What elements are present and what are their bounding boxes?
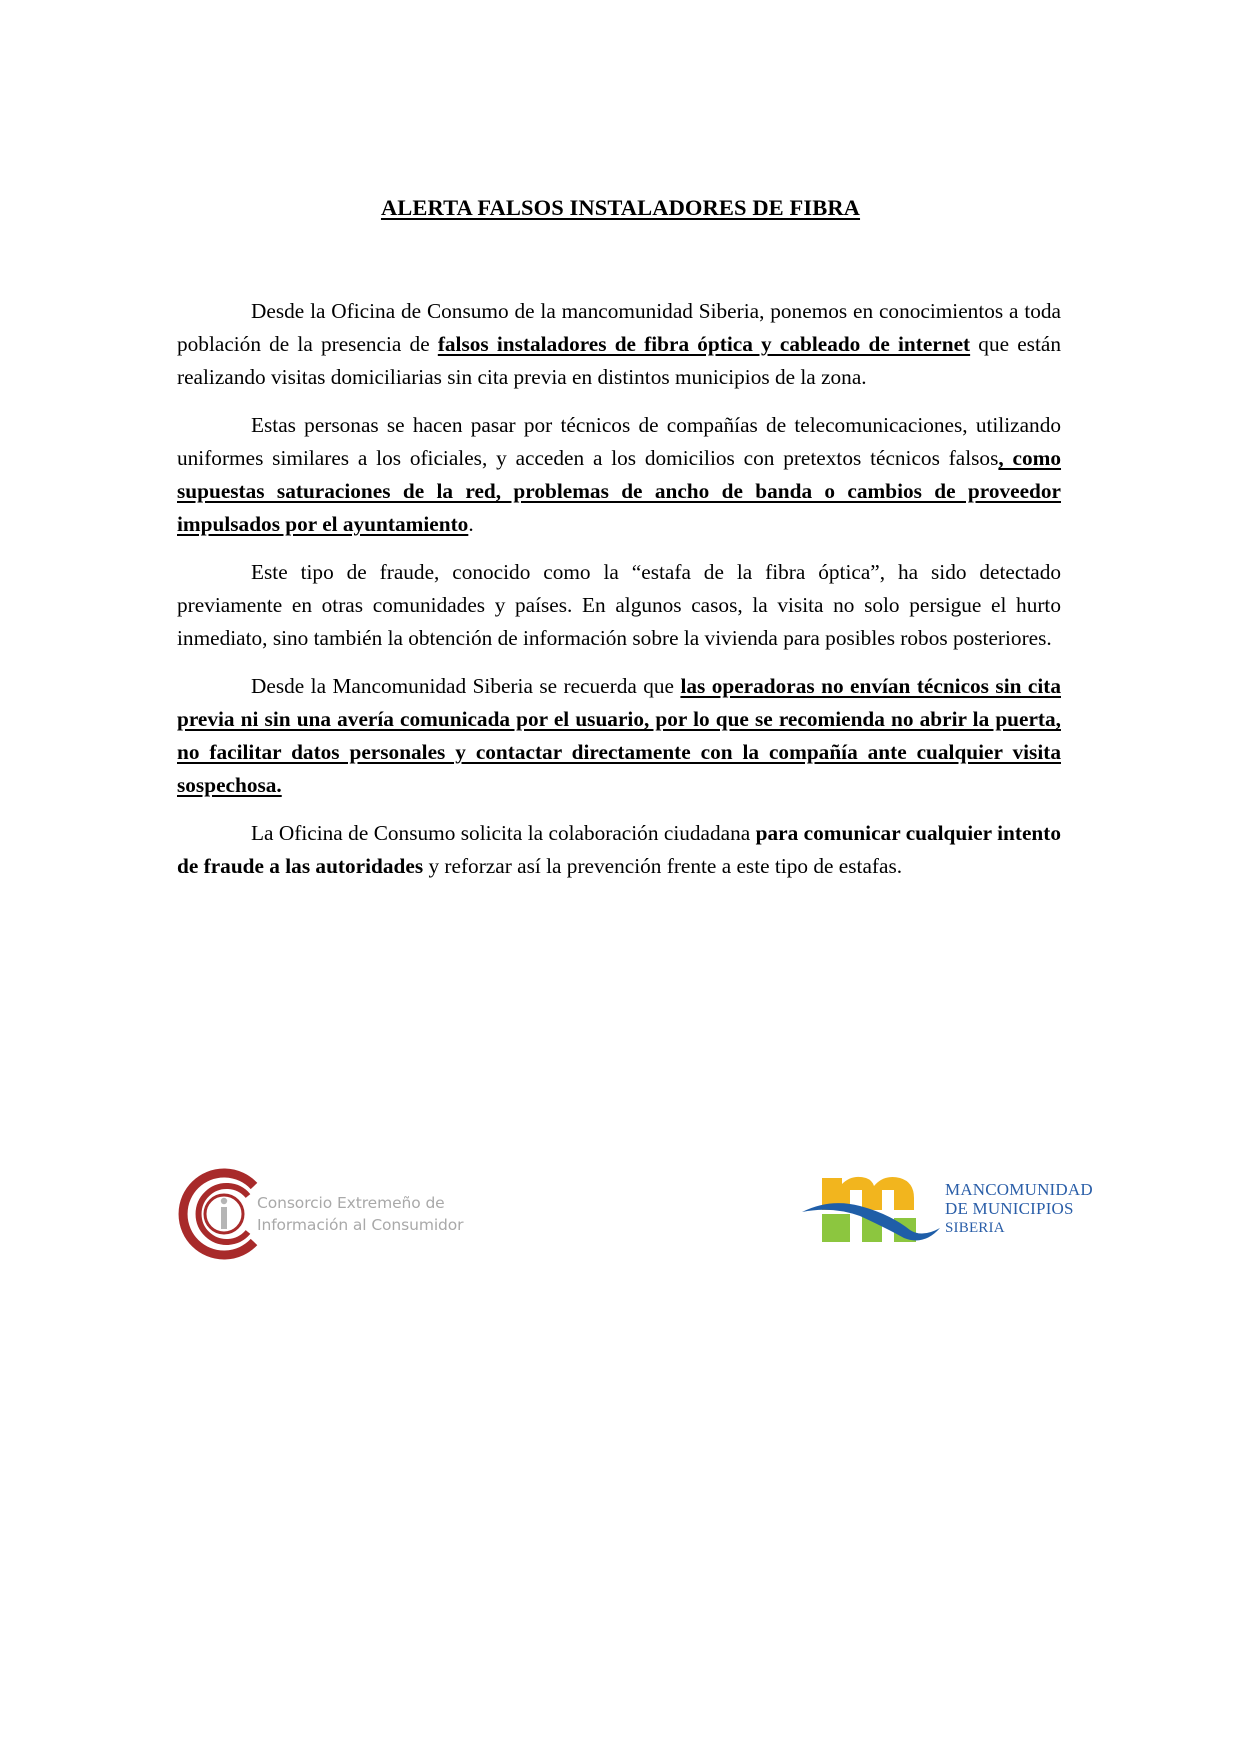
text-segment: y reforzar así la prevención frente a este tipo de estafas. (423, 854, 903, 878)
m-wave-logo-icon (800, 1168, 945, 1248)
paragraph-3 (177, 556, 1061, 655)
emphasis-segment: , como supuestas saturaciones de la red, problemas de ancho de banda o cambios de proveedor impulsados por el ayuntamiento (177, 446, 1062, 536)
logo-text-line-1: Consorcio Extremeño de (257, 1194, 445, 1212)
emphasis-segment: falsos instaladores de fibra óptica y cableado de internet (437, 332, 971, 356)
text-segment: Desde la Oficina de Consumo de la mancomunidad Siberia, ponemos en conocimientos a toda población de la presencia de (177, 299, 1061, 356)
text-segment: La Oficina de Consumo solicita la colaboración ciudadana (251, 821, 756, 845)
logo-text-line-1: MANCOMUNIDAD (945, 1180, 1093, 1199)
logo-text-line-2: Información al Consumidor (257, 1216, 464, 1234)
mancomunidad-siberia-logo (800, 1168, 1110, 1258)
text-segment: que están realizando visitas domiciliarias sin cita previa en distintos municipios de la zona. (177, 332, 1061, 389)
logo-text-line-2: DE MUNICIPIOS (945, 1199, 1074, 1218)
bold-segment: para comunicar cualquier intento de fraude a las autoridades (177, 821, 1061, 878)
text-segment: Desde la Mancomunidad Siberia se recuerda que (251, 674, 681, 698)
consumer-info-consortium-logo (178, 1168, 478, 1263)
paragraph-1 (177, 295, 1061, 394)
emphasis-segment: las operadoras no envían técnicos sin cita previa ni sin una avería comunicada por el usuario, por lo que se recomienda no abrir la puerta, no facilitar datos personales y contactar directamente con la compañía ante cualquier visita sospechosa. (177, 674, 1061, 797)
document-body (177, 295, 1061, 898)
info-circle-logo-icon (178, 1168, 262, 1260)
paragraph-4 (177, 670, 1061, 802)
text-segment: Este tipo de fraude, conocido como la “estafa de la fibra óptica”, ha sido detectado previamente en otras comunidades y países. En algunos casos, la visita no solo persigue el hurto inmediato, sino también la obtención de información sobre la vivienda para posibles robos posteriores. (177, 560, 1061, 650)
document-title: ALERTA FALSOS INSTALADORES DE FIBRA (380, 195, 861, 220)
text-segment: . (468, 512, 474, 536)
paragraph-2 (177, 409, 1061, 541)
text-segment: Estas personas se hacen pasar por técnicos de compañías de telecomunicaciones, utilizando uniformes similares a los oficiales, y acceden a los domicilios con pretextos técnicos falsos (177, 413, 1061, 470)
logo-text-line-3: SIBERIA (945, 1220, 1005, 1236)
paragraph-5 (177, 817, 1061, 883)
